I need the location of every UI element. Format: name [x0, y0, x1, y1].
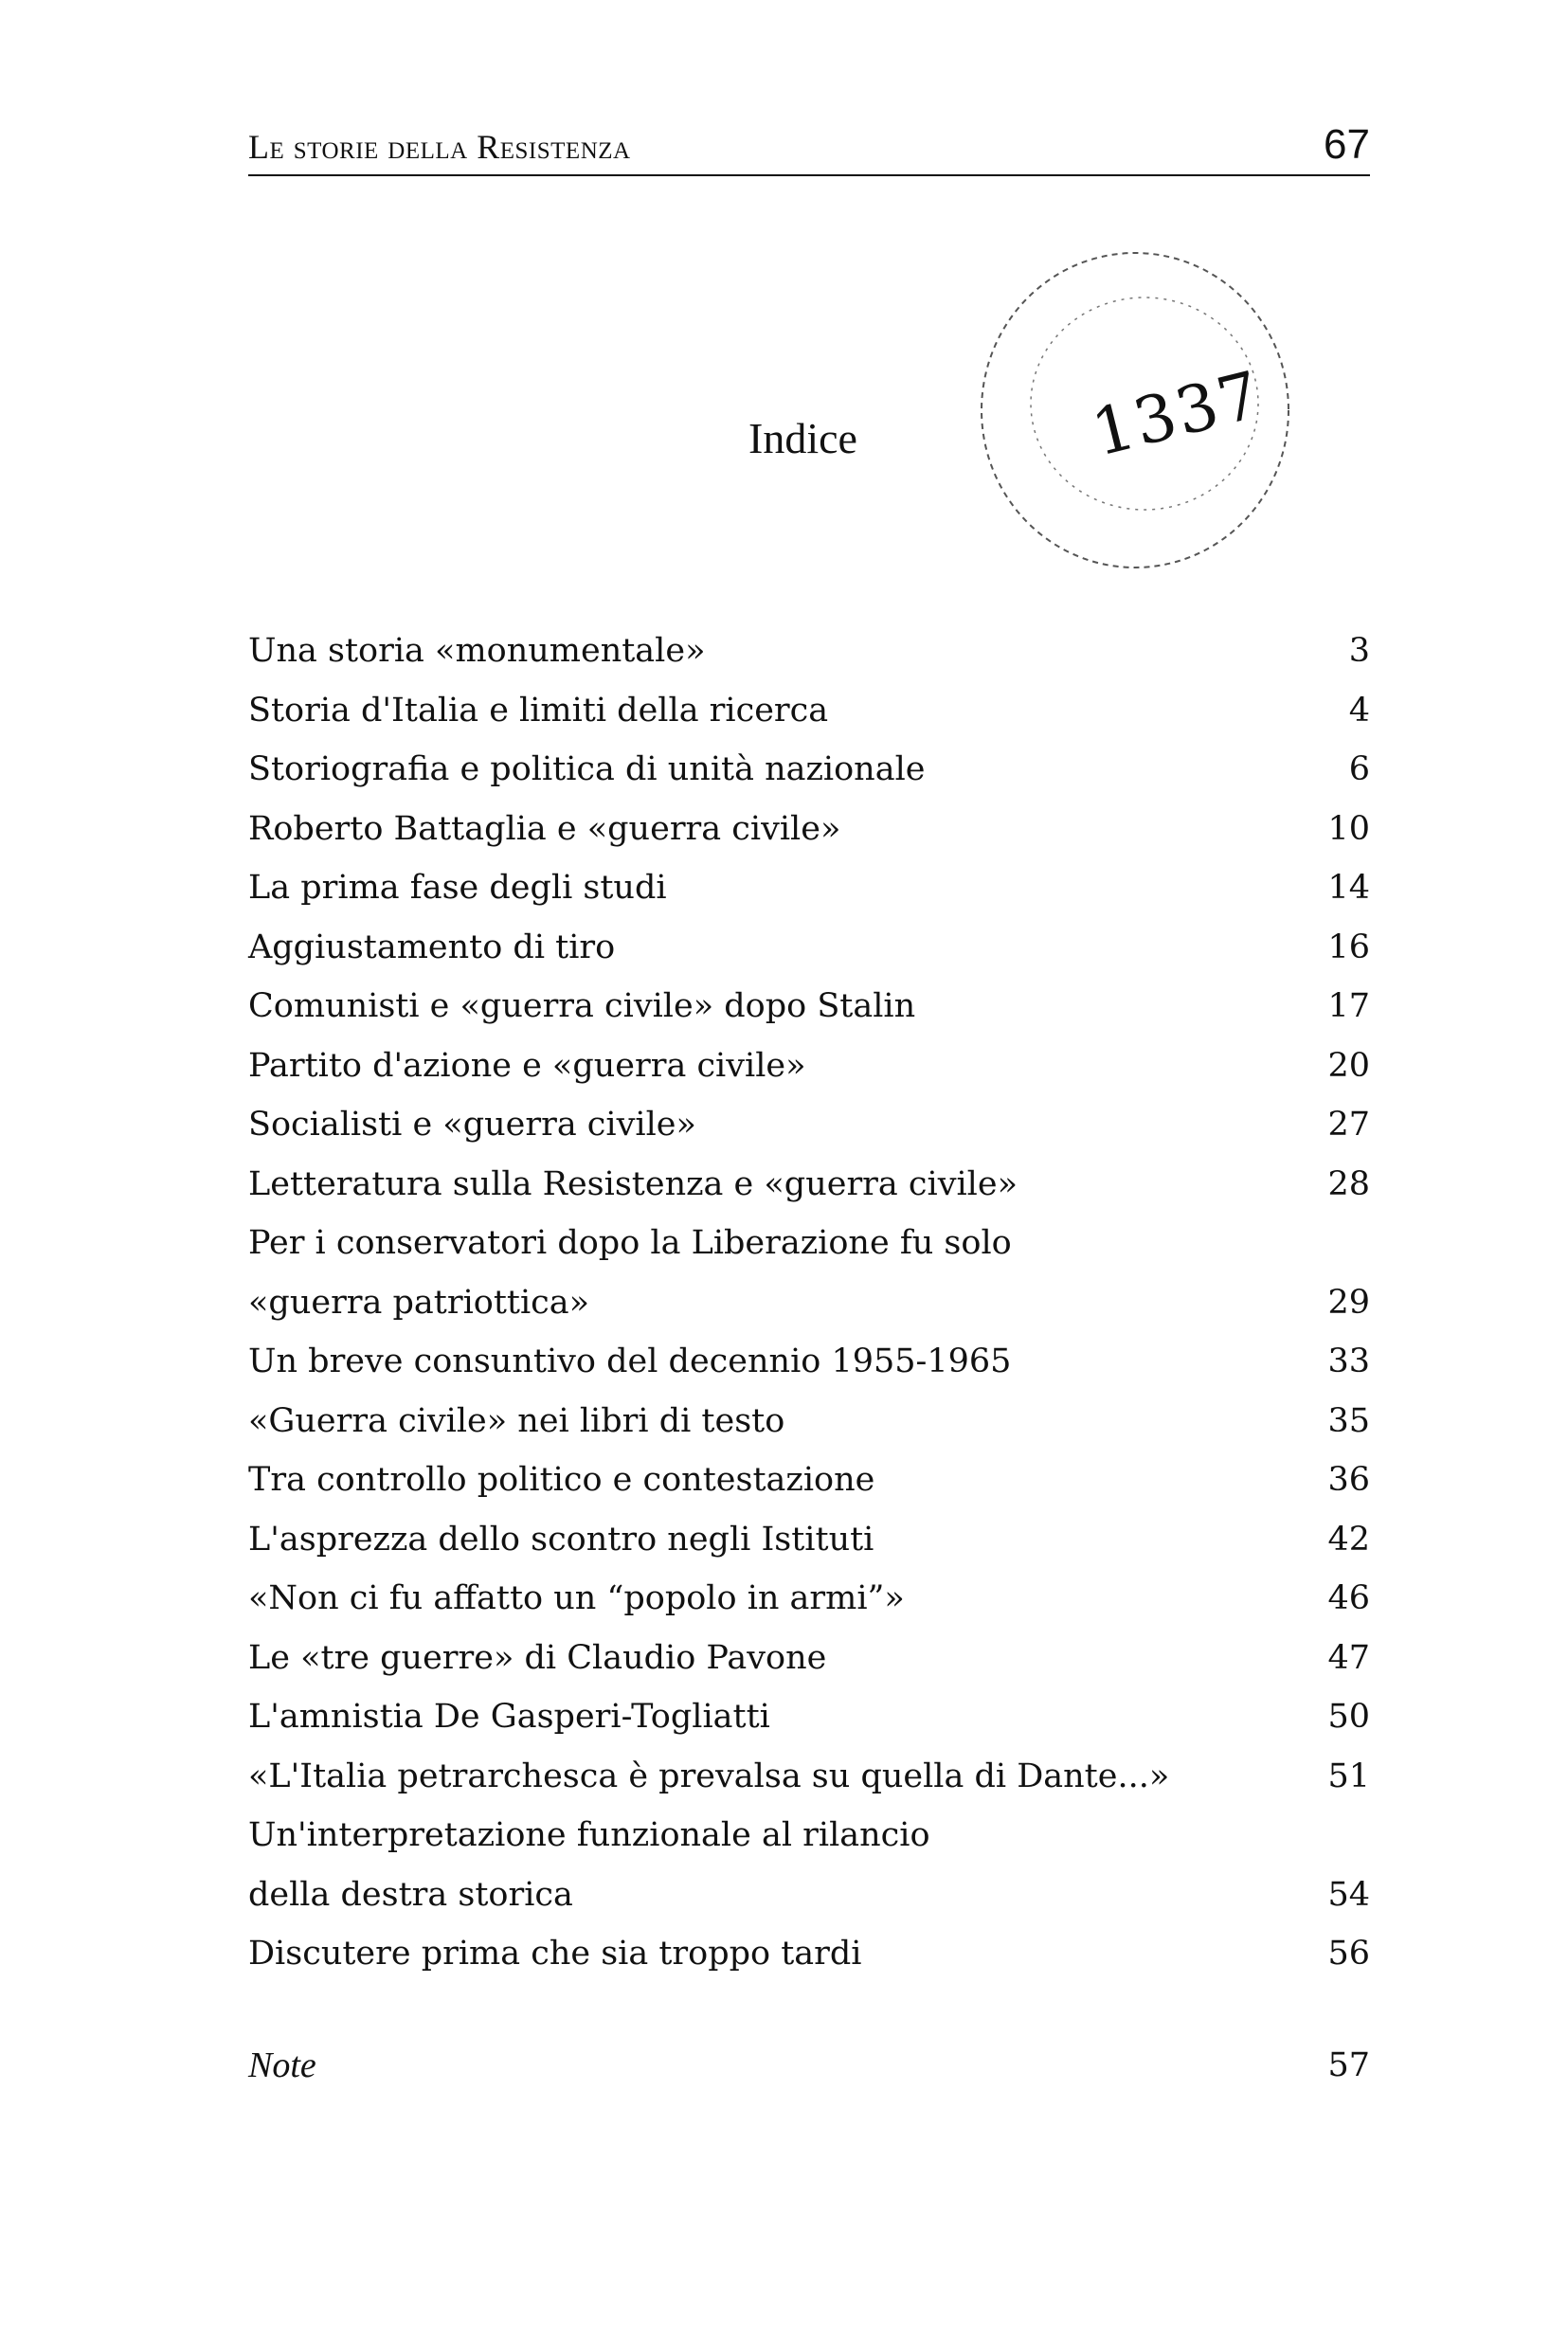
- notes-page: 57: [1327, 2046, 1370, 2084]
- toc-entry-page: 33: [1327, 1343, 1370, 1380]
- toc-entry-title: Letteratura sulla Resistenza e «guerra civile»: [248, 1164, 1018, 1203]
- toc-entry: [248, 1687, 1370, 1747]
- toc-entry-title: Un'interpretazione funzionale al rilancio: [248, 1816, 930, 1854]
- toc-entry: [248, 977, 1370, 1036]
- toc-entry-page: 56: [1327, 1935, 1370, 1973]
- toc-entry-page: 28: [1327, 1164, 1370, 1203]
- toc-entry-page: 36: [1327, 1461, 1370, 1499]
- toc-entry-title: Socialisti e «guerra civile»: [248, 1106, 696, 1144]
- toc-entry-title: La prima fase degli studi: [248, 869, 667, 907]
- toc-entry: [248, 622, 1370, 681]
- toc-entry: [248, 1569, 1370, 1629]
- stamp-number: 1337: [1085, 357, 1270, 472]
- toc-entry-title: Comunisti e «guerra civile» dopo Stalin: [248, 987, 916, 1025]
- toc-entry-title: Una storia «monumentale»: [248, 632, 706, 670]
- header-page-number: 67: [1324, 121, 1370, 168]
- notes-entry: [248, 2037, 1370, 2094]
- toc-entry: [248, 1036, 1370, 1096]
- toc-entry-title: «Guerra civile» nei libri di testo: [248, 1401, 785, 1440]
- toc-entry-title: «guerra patriottica»: [248, 1283, 590, 1322]
- toc-entry: [248, 1214, 1370, 1273]
- toc-entry-page: 50: [1327, 1698, 1370, 1736]
- toc-entry: [248, 681, 1370, 741]
- toc-entry: [248, 740, 1370, 800]
- toc-entry: [248, 1273, 1370, 1333]
- toc-entry: [248, 858, 1370, 918]
- table-of-contents: [248, 622, 1370, 1984]
- toc-entry: [248, 800, 1370, 859]
- toc-entry: [248, 1747, 1370, 1807]
- toc-entry: [248, 1924, 1370, 1984]
- toc-entry-page: 10: [1327, 809, 1370, 848]
- toc-entry-title: Storiografia e politica di unità nazionale: [248, 750, 926, 788]
- toc-entry-page: 47: [1327, 1638, 1370, 1677]
- toc-entry-page: 3: [1348, 632, 1370, 670]
- toc-entry-page: 27: [1327, 1106, 1370, 1144]
- toc-entry: [248, 1155, 1370, 1215]
- toc-entry: [248, 1392, 1370, 1451]
- toc-entry-page: 54: [1327, 1875, 1370, 1914]
- toc-entry-page: 6: [1348, 750, 1370, 788]
- toc-entry: [248, 1865, 1370, 1925]
- toc-entry: [248, 1332, 1370, 1392]
- toc-entry-page: 46: [1327, 1579, 1370, 1617]
- toc-entry-title: Roberto Battaglia e «guerra civile»: [248, 809, 841, 848]
- toc-entry-title: «Non ci fu affatto un “popolo in armi”»: [248, 1579, 905, 1617]
- toc-entry: [248, 1451, 1370, 1510]
- toc-entry-page: 4: [1348, 691, 1370, 730]
- toc-entry-title: L'asprezza dello scontro negli Istituti: [248, 1520, 874, 1559]
- toc-entry: [248, 1510, 1370, 1570]
- toc-entry-title: Storia d'Italia e limiti della ricerca: [248, 691, 829, 730]
- header-title: Le storie della Resistenza: [248, 128, 631, 166]
- toc-entry-title: L'amnistia De Gasperi-Togliatti: [248, 1698, 770, 1736]
- index-heading: Indice: [748, 414, 857, 462]
- toc-entry-title: «L'Italia petrarchesca è prevalsa su quella di Dante...»: [248, 1757, 1170, 1795]
- toc-entry-title: Partito d'azione e «guerra civile»: [248, 1046, 806, 1085]
- running-header: [248, 121, 1370, 176]
- toc-entry-title: Aggiustamento di tiro: [248, 928, 616, 966]
- toc-entry-title: della destra storica: [248, 1875, 573, 1914]
- toc-entry: [248, 918, 1370, 978]
- toc-entry-page: 17: [1327, 987, 1370, 1025]
- toc-entry-page: 14: [1327, 869, 1370, 907]
- toc-entry-title: Per i conservatori dopo la Liberazione fu solo: [248, 1224, 1012, 1262]
- toc-entry-page: 35: [1327, 1401, 1370, 1440]
- toc-entry-title: Tra controllo politico e contestazione: [248, 1461, 875, 1499]
- toc-entry: [248, 1095, 1370, 1155]
- toc-entry-page: 20: [1327, 1046, 1370, 1085]
- toc-entry: [248, 1629, 1370, 1688]
- toc-entry-title: Un breve consuntivo del decennio 1955-1965: [248, 1343, 1012, 1380]
- toc-entry-page: 51: [1327, 1757, 1370, 1795]
- toc-entry: [248, 1806, 1370, 1865]
- toc-entry-page: 16: [1327, 928, 1370, 966]
- toc-entry-title: Le «tre guerre» di Claudio Pavone: [248, 1638, 827, 1677]
- toc-entry-page: 42: [1327, 1520, 1370, 1559]
- notes-label: Note: [248, 2046, 316, 2085]
- toc-entry-title: Discutere prima che sia troppo tardi: [248, 1935, 862, 1973]
- toc-entry-page: 29: [1327, 1283, 1370, 1322]
